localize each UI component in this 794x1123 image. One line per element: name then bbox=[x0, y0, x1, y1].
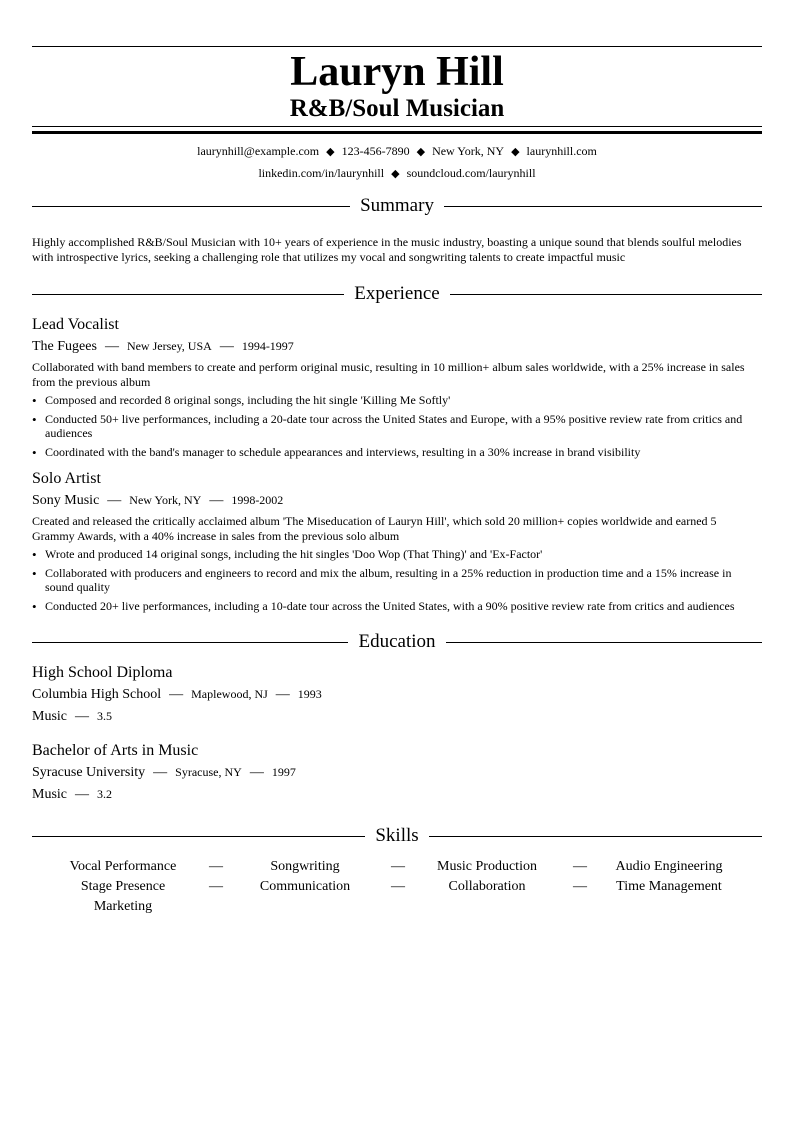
dash-separator: — bbox=[275, 687, 290, 702]
skill-item bbox=[32, 897, 214, 917]
edu-year: 1997 bbox=[271, 765, 296, 779]
skill-label: Audio Engineering bbox=[615, 859, 723, 874]
header-top-rule bbox=[32, 46, 762, 47]
education-heading: Education bbox=[358, 631, 436, 652]
contact-block bbox=[32, 141, 762, 185]
dash-separator: — bbox=[219, 339, 234, 354]
skills-grid bbox=[32, 857, 762, 917]
edu-degree: Bachelor of Arts in Music bbox=[32, 742, 199, 759]
job-bullet: • Composed and recorded 8 original songs, including the hit single 'Killing Me Softly' bbox=[32, 393, 762, 407]
job-bullet: • Collaborated with producers and engineers to record and mix the album, resulting in a 25% reduction in production time and a 15% increase in sound quality bbox=[32, 566, 762, 594]
skill-item bbox=[32, 857, 223, 877]
job-location: New Jersey, USA bbox=[126, 339, 212, 353]
experience-heading: Experience bbox=[354, 283, 440, 304]
skill-item bbox=[578, 857, 760, 877]
job-dates: 1998-2002 bbox=[231, 493, 284, 507]
dash-separator: — bbox=[169, 687, 184, 702]
job-dates: 1994-1997 bbox=[241, 339, 294, 353]
job-meta bbox=[32, 490, 762, 511]
job-location: New York, NY bbox=[129, 493, 202, 507]
contact-location: New York, NY bbox=[432, 144, 505, 158]
job-bullets bbox=[32, 547, 762, 613]
skill-separator: — bbox=[391, 859, 405, 874]
dash-separator: — bbox=[107, 493, 122, 508]
summary-heading: Summary bbox=[360, 195, 434, 216]
edu-field: Music bbox=[32, 709, 67, 724]
edu-location: Maplewood, NJ bbox=[191, 687, 268, 701]
experience-section-header bbox=[32, 283, 762, 305]
job-bullets bbox=[32, 393, 762, 459]
education-section-header bbox=[32, 631, 762, 653]
diamond-separator-icon: ◆ bbox=[391, 168, 400, 180]
resume-page bbox=[32, 0, 762, 917]
edu-location: Syracuse, NY bbox=[175, 765, 242, 779]
job-company: Sony Music bbox=[32, 493, 100, 508]
edu-field-line bbox=[32, 706, 762, 727]
edu-gpa: 3.5 bbox=[97, 709, 112, 723]
skill-item bbox=[32, 877, 223, 897]
education-entry bbox=[32, 741, 762, 805]
diamond-separator-icon: ◆ bbox=[511, 146, 520, 158]
edu-school: Columbia High School bbox=[32, 687, 162, 702]
edu-field: Music bbox=[32, 787, 67, 802]
experience-entry bbox=[32, 315, 762, 459]
contact-website[interactable]: laurynhill.com bbox=[526, 144, 597, 158]
skill-item bbox=[214, 857, 405, 877]
skill-item bbox=[214, 877, 405, 897]
contact-email[interactable]: laurynhill@example.com bbox=[197, 144, 320, 158]
job-bullet: • Coordinated with the band's manager to schedule appearances and interviews, resulting in a 30% increase in brand visibility bbox=[32, 445, 762, 459]
edu-school: Syracuse University bbox=[32, 765, 146, 780]
summary-section-header bbox=[32, 195, 762, 217]
skill-item bbox=[396, 877, 587, 897]
job-bullet: • Wrote and produced 14 original songs, including the hit singles 'Doo Wop (That Thing)' and 'Ex-Factor' bbox=[32, 547, 762, 561]
contact-phone: 123-456-7890 bbox=[341, 144, 410, 158]
dash-separator: — bbox=[104, 339, 119, 354]
skill-item bbox=[396, 857, 587, 877]
skill-label: Communication bbox=[259, 879, 351, 894]
dash-separator: — bbox=[249, 765, 264, 780]
skill-separator: — bbox=[209, 859, 223, 874]
candidate-title: R&B/Soul Musician bbox=[289, 95, 505, 122]
diamond-separator-icon: ◆ bbox=[326, 146, 335, 158]
dash-separator: — bbox=[153, 765, 168, 780]
skill-separator: — bbox=[573, 879, 587, 894]
job-company: The Fugees bbox=[32, 339, 97, 354]
job-meta bbox=[32, 336, 762, 357]
skill-separator: — bbox=[573, 859, 587, 874]
header-rule-thick bbox=[32, 131, 762, 134]
education-entry bbox=[32, 663, 762, 727]
skill-label: Stage Presence bbox=[80, 879, 166, 894]
job-description: Collaborated with band members to create and perform original music, resulting in 10 million+ album sales worldwide, with a 25% increase in sales from the previous album bbox=[32, 360, 745, 389]
summary-text: Highly accomplished R&B/Soul Musician with 10+ years of experience in the music industry, boasting a unique sound that blends soulful melodies with introspective lyrics, seeking a challenging role that utilizes my vocal and songwriting talents to create impactful music bbox=[32, 235, 742, 264]
skill-label: Vocal Performance bbox=[69, 859, 177, 874]
skill-separator: — bbox=[391, 879, 405, 894]
edu-school-line bbox=[32, 762, 762, 783]
dash-separator: — bbox=[209, 493, 224, 508]
job-bullet: • Conducted 50+ live performances, including a 20-date tour across the United States and Europe, with a 95% positive review rate from critics and audiences bbox=[32, 412, 762, 440]
job-title: Solo Artist bbox=[32, 470, 101, 487]
skill-label: Songwriting bbox=[270, 859, 340, 874]
contact-line-2 bbox=[32, 163, 762, 185]
diamond-separator-icon: ◆ bbox=[416, 146, 426, 158]
contact-linkedin[interactable]: linkedin.com/in/laurynhill bbox=[258, 166, 385, 180]
edu-degree: High School Diploma bbox=[32, 664, 173, 681]
skill-separator: — bbox=[209, 879, 223, 894]
dash-separator: — bbox=[75, 787, 89, 802]
skill-label: Music Production bbox=[437, 859, 537, 874]
job-description: Created and released the critically acclaimed album 'The Miseducation of Lauryn Hill', which sold 20 million+ copies worldwide and earned 5 Grammy Awards, with a 40% increase in sales from the previous solo album bbox=[32, 514, 717, 543]
skills-section-header bbox=[32, 825, 762, 847]
skill-label: Marketing bbox=[93, 899, 153, 914]
contact-line-1 bbox=[32, 141, 762, 163]
dash-separator: — bbox=[75, 709, 89, 724]
candidate-name: Lauryn Hill bbox=[290, 49, 504, 95]
skill-item bbox=[578, 877, 760, 897]
header-rule-thin bbox=[32, 126, 762, 127]
edu-year: 1993 bbox=[297, 687, 322, 701]
contact-soundcloud[interactable]: soundcloud.com/laurynhill bbox=[406, 166, 536, 180]
edu-gpa: 3.2 bbox=[97, 787, 112, 801]
job-title: Lead Vocalist bbox=[32, 316, 119, 333]
skills-heading: Skills bbox=[375, 825, 419, 846]
edu-school-line bbox=[32, 684, 762, 705]
skill-label: Collaboration bbox=[448, 879, 526, 894]
skill-label: Time Management bbox=[616, 879, 722, 894]
job-bullet: • Conducted 20+ live performances, including a 10-date tour across the United States, with a 90% positive review rate from critics and audiences bbox=[32, 599, 762, 613]
experience-entry bbox=[32, 469, 762, 613]
edu-field-line bbox=[32, 784, 762, 805]
